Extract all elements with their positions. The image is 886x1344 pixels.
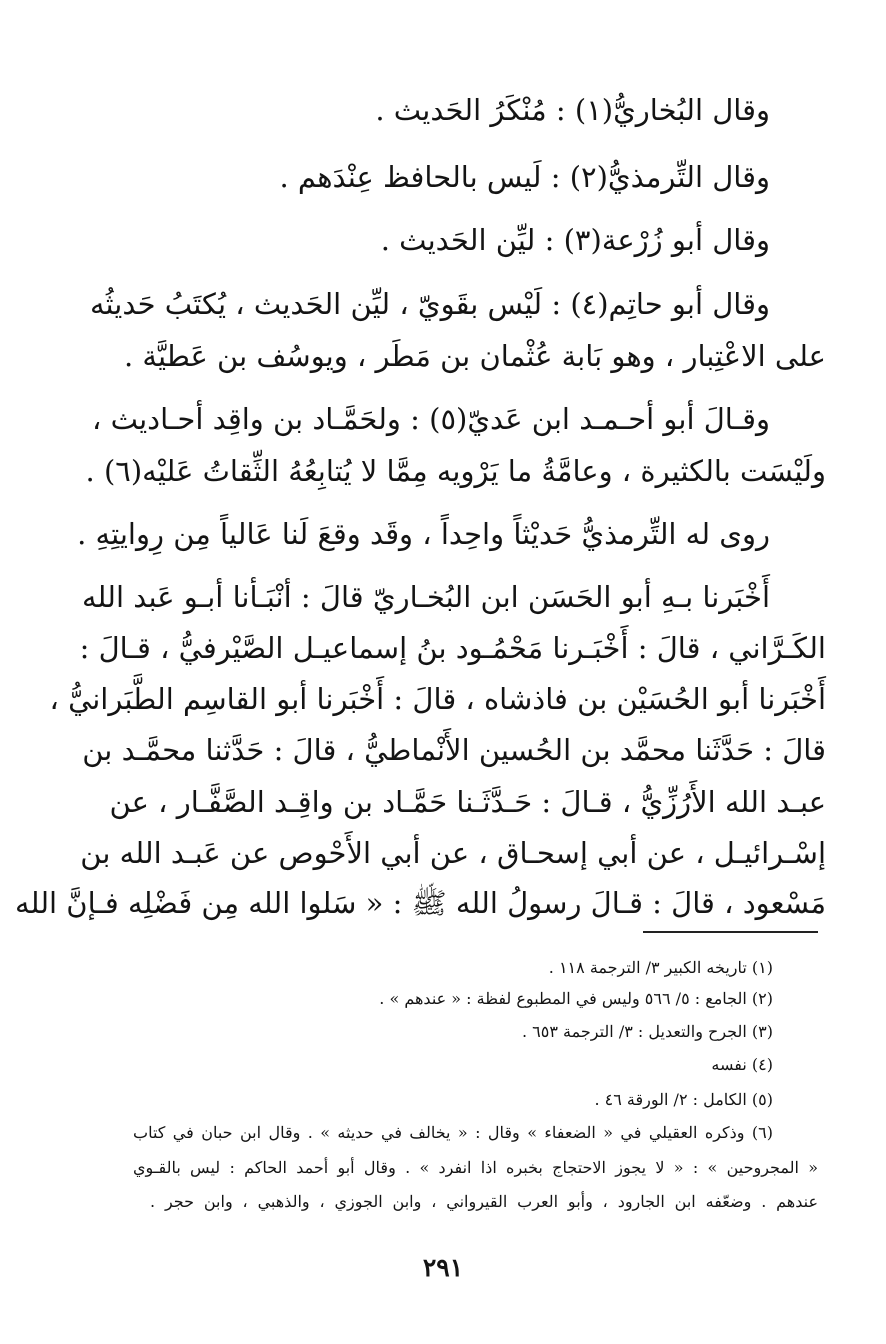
body-line-11: أَخْبَرنا أبو الحُسَيْن بن فاذشاه ، قالَ : أَخْبَرنا أبو القاسِم الطَّبَرانيُّ ، (49, 682, 826, 716)
footnote-6-line-3: عندهم . وضعّفه ابن الجارود ، وأبو العرب القيرواني ، وابن الجوزي ، والذهبي ، وابن حجر . (150, 1192, 819, 1211)
footnote-separator (643, 931, 818, 933)
body-line-6: وقـالَ أبو أحـمـد ابن عَديّ(٥) : ولحَمَّـاد بن واقِد أحـاديث ، (92, 402, 770, 436)
body-line-9: أَخْبَرنا بـهِ أبو الحَسَن ابن البُخـاريّ قالَ : أنْبَـأنا أبـو عَبد الله (81, 580, 770, 614)
body-line-12: قالَ : حَدَّثَنا محمَّد بن الحُسين الأَنْماطيُّ ، قالَ : حَدَّثنا محمَّـد بن (82, 733, 826, 767)
footnote-6-line-2: « المجروحين » : « لا يجوز الاحتجاج بخبره اذا انفرد » . وقال أبو أحمد الحاكم : ليس بالقـوي (133, 1158, 818, 1177)
footnote-1: (١) تاريخه الكبير ٣/ الترجمة ١١٨ . (548, 958, 773, 977)
footnote-6-line-1: (٦) وذكره العقيلي في « الضعفاء » وقال : « يخالف في حديثه » . وقال ابن حبان في كتاب (133, 1123, 773, 1142)
body-line-13: عبـد الله الأَرُزِّيُّ ، قـالَ : حَـدَّثَـنا حَمَّـاد بن واقِـد الصَّفَّـار ، عن (109, 785, 826, 819)
body-line-4: وقال أبو حاتِم(٤) : لَيْس بقَويّ ، ليِّن الحَديث ، يُكتَبُ حَديثُه (90, 287, 770, 321)
body-line-10: الكَـرَّاني ، قالَ : أَخْبَـرنا مَحْمُـود بنُ إسماعيـل الصَّيْرفيُّ ، قـالَ : (79, 631, 826, 665)
body-line-2: وقال التِّرمذيُّ(٢) : لَيس بالحافظ عِنْدَهم . (279, 160, 770, 194)
footnote-3: (٣) الجرح والتعديل : ٣/ الترجمة ٦٥٣ . (522, 1022, 773, 1041)
page-number: ٢٩١ (422, 1253, 464, 1282)
body-line-1: وقال البُخاريُّ(١) : مُنْكَرُ الحَديث . (375, 93, 770, 127)
footnote-4: (٤) نفسه (711, 1055, 773, 1074)
body-line-8: روى له التِّرمذيُّ حَديْثاً واحِداً ، وقَد وقعَ لَنا عَالياً مِن رِوايتِهِ . (77, 517, 770, 551)
body-line-3: وقال أبو زُرْعة(٣) : ليِّن الحَديث . (380, 223, 770, 257)
body-line-7: ولَيْسَت بالكثيرة ، وعامَّةُ ما يَرْويه مِمَّا لا يُتابِعُهُ الثِّقاتُ عَليْه(٦) . (85, 454, 826, 488)
body-line-5: على الاعْتِبار ، وهو بَابة عُثْمان بن مَطَر ، ويوسُف بن عَطيَّة . (123, 339, 826, 373)
body-line-14: إسْـرائيـل ، عن أبي إسحـاق ، عن أبي الأَحْوص عن عَبـد الله بن (80, 836, 826, 870)
footnote-2: (٢) الجامع : ٥/ ٥٦٦ وليس في المطبوع لفظة : « عندهم » . (379, 989, 773, 1008)
footnote-5: (٥) الكامل : ٢/ الورقة ٤٦ . (594, 1090, 773, 1109)
body-line-15: مَسْعود ، قالَ : قـالَ رسولُ الله ﷺ : « سَلوا الله مِن فَضْلِه فـإنَّ الله (15, 886, 826, 920)
